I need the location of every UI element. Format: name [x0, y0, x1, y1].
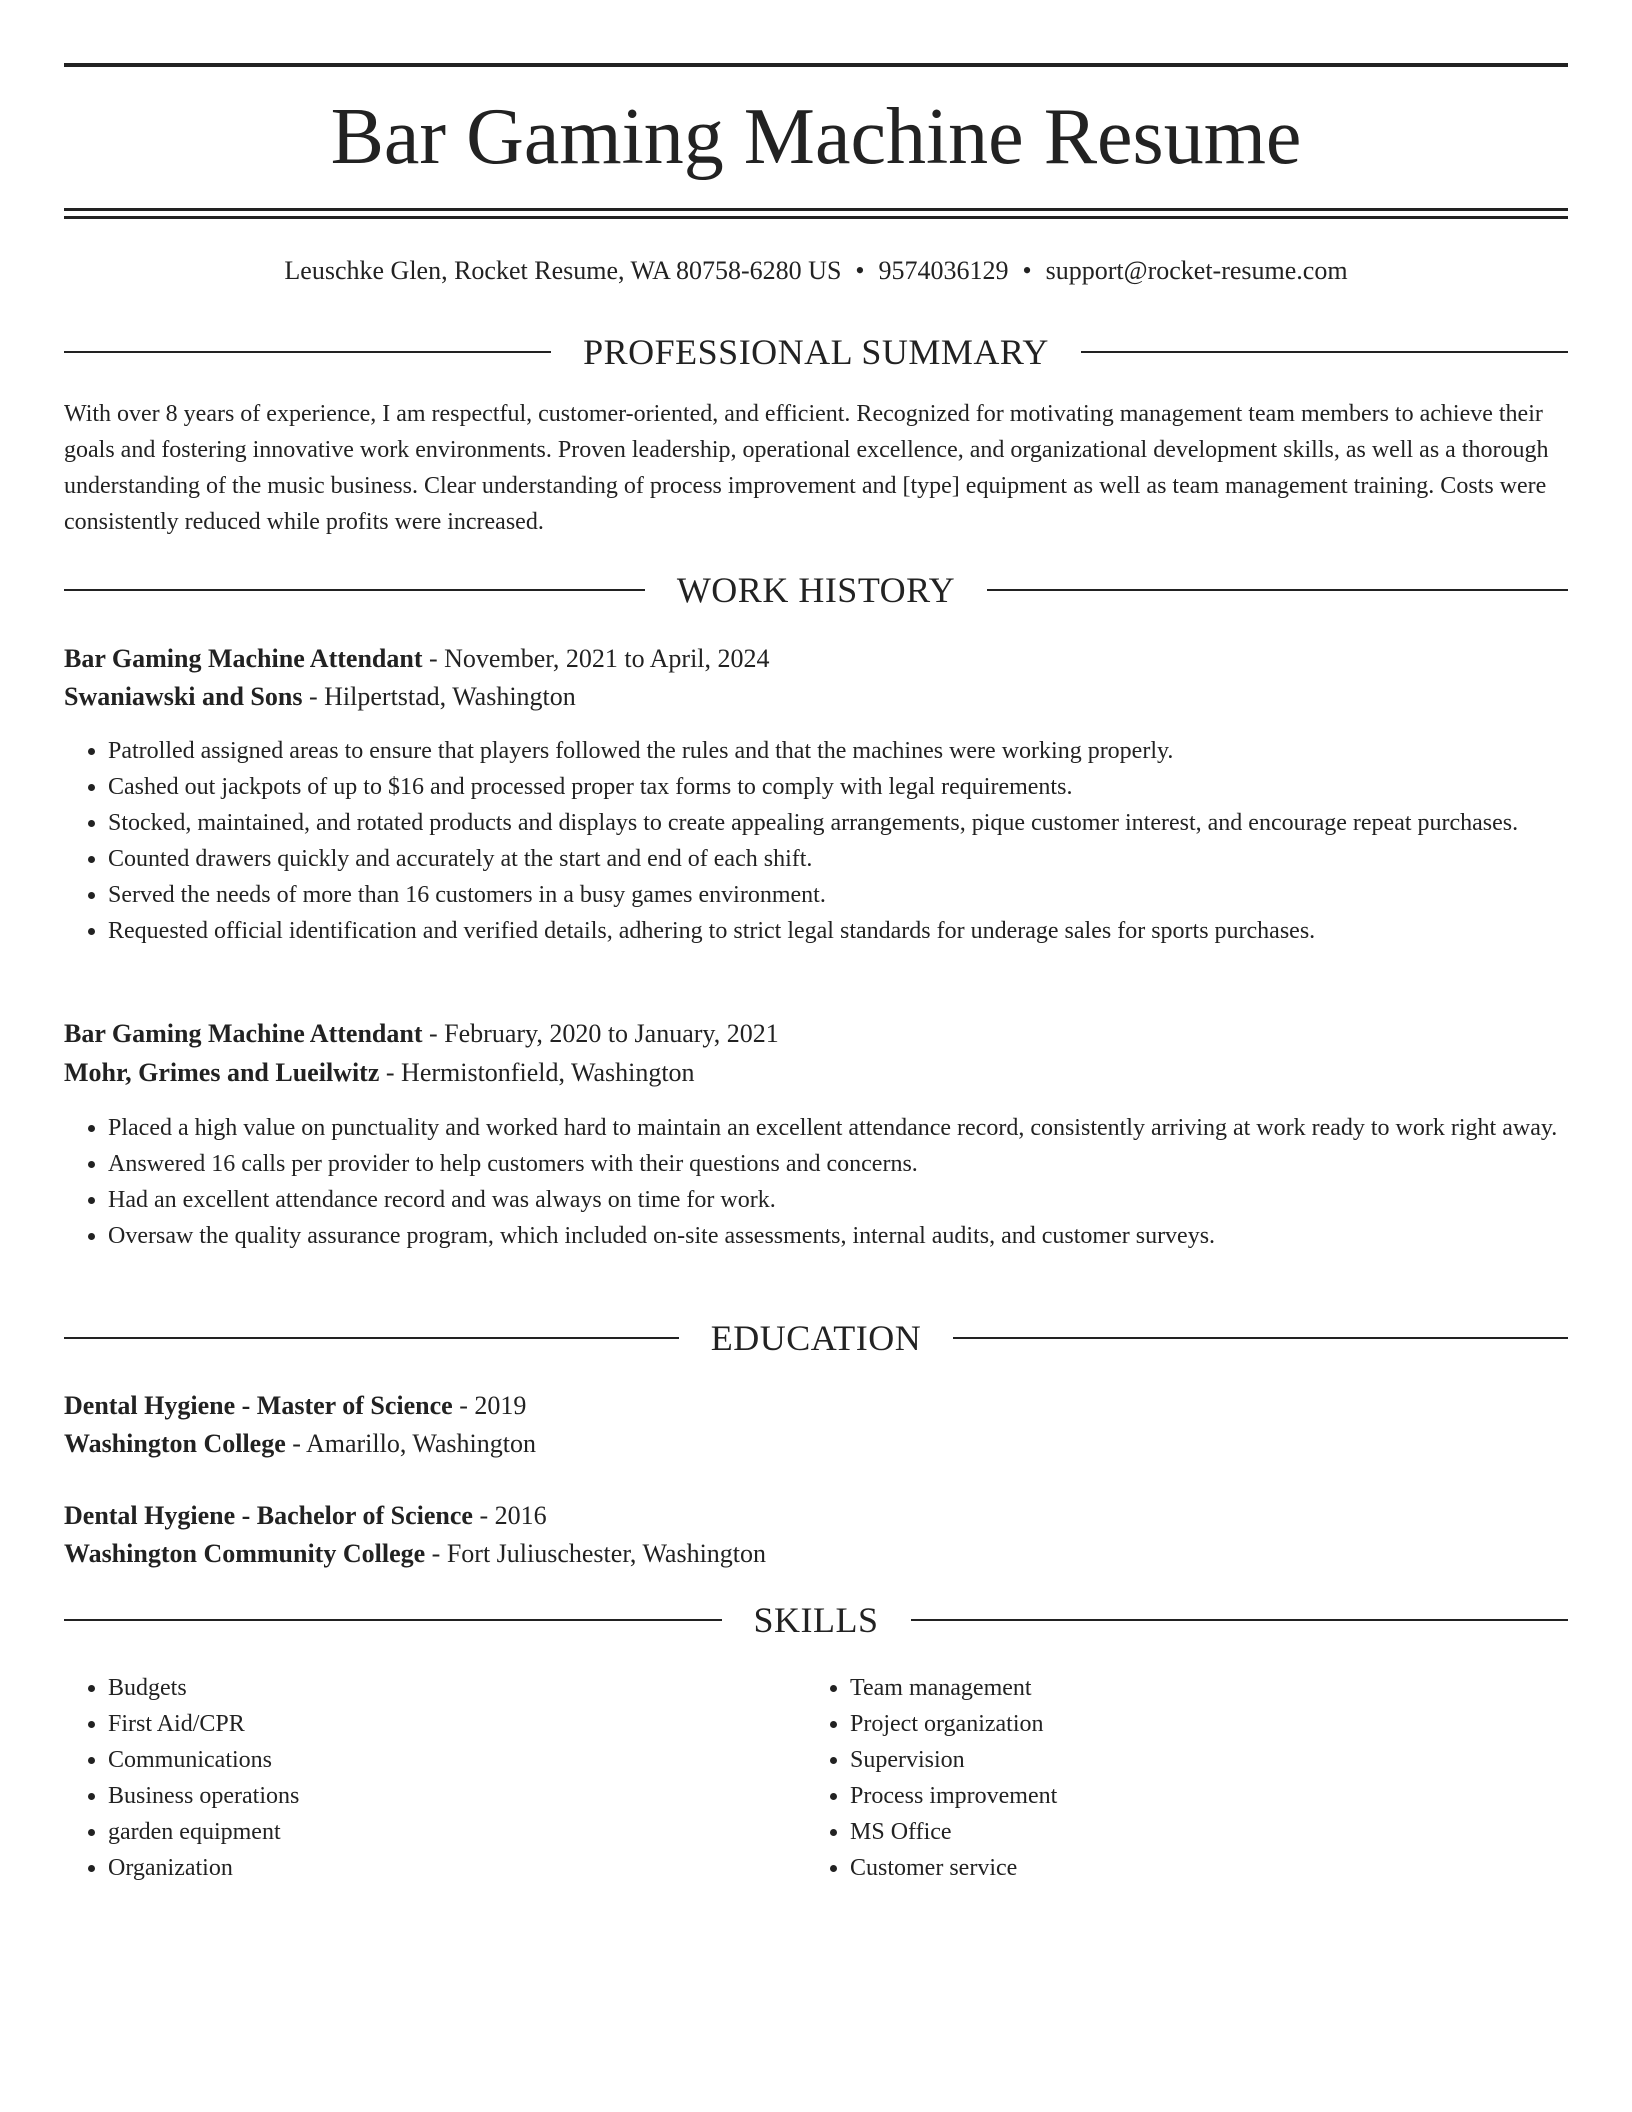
heading-rule: [911, 1619, 1569, 1621]
list-item: • Oversaw the quality assurance program, which included on-site assessments, internal audits, and customer surveys.: [108, 1218, 1568, 1254]
contact-email: support@rocket-resume.com: [1045, 256, 1348, 285]
list-item: • Project organization: [850, 1706, 1506, 1742]
job-bullets: [64, 1110, 1568, 1254]
list-item: • Organization: [108, 1850, 764, 1886]
job-company-separator: -: [379, 1058, 402, 1087]
education-heading-label: EDUCATION: [710, 1318, 922, 1358]
education-heading: [64, 1316, 1568, 1360]
heading-rule: [64, 351, 551, 353]
education-school-separator: -: [285, 1429, 306, 1458]
list-item: • Had an excellent attendance record and was always on time for work.: [108, 1182, 1568, 1218]
list-item: • Cashed out jackpots of up to $16 and processed proper tax forms to comply with legal requirements.: [108, 769, 1568, 805]
education-school-line: [64, 1426, 1568, 1462]
skills-list-left: [64, 1670, 764, 1886]
education-degree: Dental Hygiene - Bachelor of Science: [64, 1501, 473, 1530]
education-degree: Dental Hygiene - Master of Science: [64, 1391, 453, 1420]
summary-heading-label: PROFESSIONAL SUMMARY: [583, 332, 1049, 372]
list-item: • Business operations: [108, 1778, 764, 1814]
heading-rule: [64, 589, 645, 591]
contact-address: Leuschke Glen, Rocket Resume, WA 80758-6280 US: [284, 256, 842, 285]
job-title-line: [64, 641, 1568, 677]
education-year: 2019: [474, 1391, 527, 1420]
education-year-separator: -: [472, 1501, 495, 1530]
heading-rule: [987, 589, 1568, 591]
title-top-rule: [64, 63, 1568, 67]
list-item: • Budgets: [108, 1670, 764, 1706]
list-item: • Communications: [108, 1742, 764, 1778]
job-title: Bar Gaming Machine Attendant: [64, 644, 423, 673]
list-item: • Requested official identification and verified details, adhering to strict legal standards for underage sales for sports purchases.: [108, 913, 1568, 949]
education-school-separator: -: [425, 1539, 447, 1568]
job-company-line: [64, 679, 1568, 715]
education-school: Washington Community College: [64, 1539, 426, 1568]
job-title-separator: -: [422, 644, 445, 673]
skills-heading: [64, 1598, 1568, 1642]
education-degree-line: [64, 1388, 1568, 1424]
heading-rule: [64, 1337, 679, 1339]
job-title-line: [64, 1016, 1568, 1052]
education-school-line: [64, 1536, 1568, 1572]
summary-heading: [64, 330, 1568, 374]
work-history-heading-label: WORK HISTORY: [676, 570, 956, 610]
job-company: Swaniawski and Sons: [64, 682, 303, 711]
title-bottom-rule: [64, 208, 1568, 211]
job-location: Hilpertstad, Washington: [324, 682, 576, 711]
list-item: • Served the needs of more than 16 customers in a busy games environment.: [108, 877, 1568, 913]
list-item: • Placed a high value on punctuality and worked hard to maintain an excellent attendance record, consistently arriving at work ready to work right away.: [108, 1110, 1568, 1146]
list-item: • Stocked, maintained, and rotated products and displays to create appealing arrangements, pique customer interest, and encourage repeat purchases.: [108, 805, 1568, 841]
education-location: Amarillo, Washington: [305, 1429, 536, 1458]
list-item: • Customer service: [850, 1850, 1506, 1886]
list-item: • Answered 16 calls per provider to help customers with their questions and concerns.: [108, 1146, 1568, 1182]
heading-rule: [64, 1619, 722, 1621]
education-year: 2016: [494, 1501, 547, 1530]
work-history-heading: [64, 568, 1568, 612]
list-item: • Counted drawers quickly and accurately at the start and end of each shift.: [108, 841, 1568, 877]
list-item: • Patrolled assigned areas to ensure that players followed the rules and that the machines were working properly.: [108, 733, 1568, 769]
heading-rule: [953, 1337, 1568, 1339]
list-item: • MS Office: [850, 1814, 1506, 1850]
job-company: Mohr, Grimes and Lueilwitz: [64, 1058, 380, 1087]
list-item: • Supervision: [850, 1742, 1506, 1778]
job-title-separator: -: [422, 1019, 445, 1048]
education-location: Fort Juliuschester, Washington: [446, 1539, 767, 1568]
summary-text: With over 8 years of experience, I am respectful, customer-oriented, and efficient. Recognized for motivating management team members to achieve their goals and fostering innovative work environments. Proven leadership, operational excellence, and organizational development skills, as well as a thorough understanding of the music business. Clear understanding of process improvement and [type] equipment as well as team management training. Costs were consistently reduced while profits were increased.: [64, 401, 1549, 535]
list-item: • Process improvement: [850, 1778, 1506, 1814]
skills-heading-label: SKILLS: [753, 1600, 879, 1640]
list-item: • Team management: [850, 1670, 1506, 1706]
page-title: Bar Gaming Machine Resume: [330, 93, 1302, 181]
contact-separator: •: [855, 256, 865, 285]
contact-phone: 9574036129: [878, 256, 1009, 285]
education-year-separator: -: [452, 1391, 475, 1420]
job-title: Bar Gaming Machine Attendant: [64, 1019, 423, 1048]
education-degree-line: [64, 1498, 1568, 1534]
job-dates: November, 2021 to April, 2024: [444, 644, 770, 673]
title-bottom-rule-double: [64, 216, 1568, 219]
education-school: Washington College: [64, 1429, 286, 1458]
list-item: • garden equipment: [108, 1814, 764, 1850]
job-company-line: [64, 1055, 1568, 1091]
contact-separator: •: [1022, 256, 1032, 285]
skills-list-right: [806, 1670, 1506, 1886]
list-item: • First Aid/CPR: [108, 1706, 764, 1742]
contact-line: [64, 253, 1568, 289]
job-location: Hermistonfield, Washington: [401, 1058, 695, 1087]
job-company-separator: -: [302, 682, 325, 711]
job-bullets: [64, 733, 1568, 949]
heading-rule: [1081, 351, 1568, 353]
job-dates: February, 2020 to January, 2021: [444, 1019, 779, 1048]
